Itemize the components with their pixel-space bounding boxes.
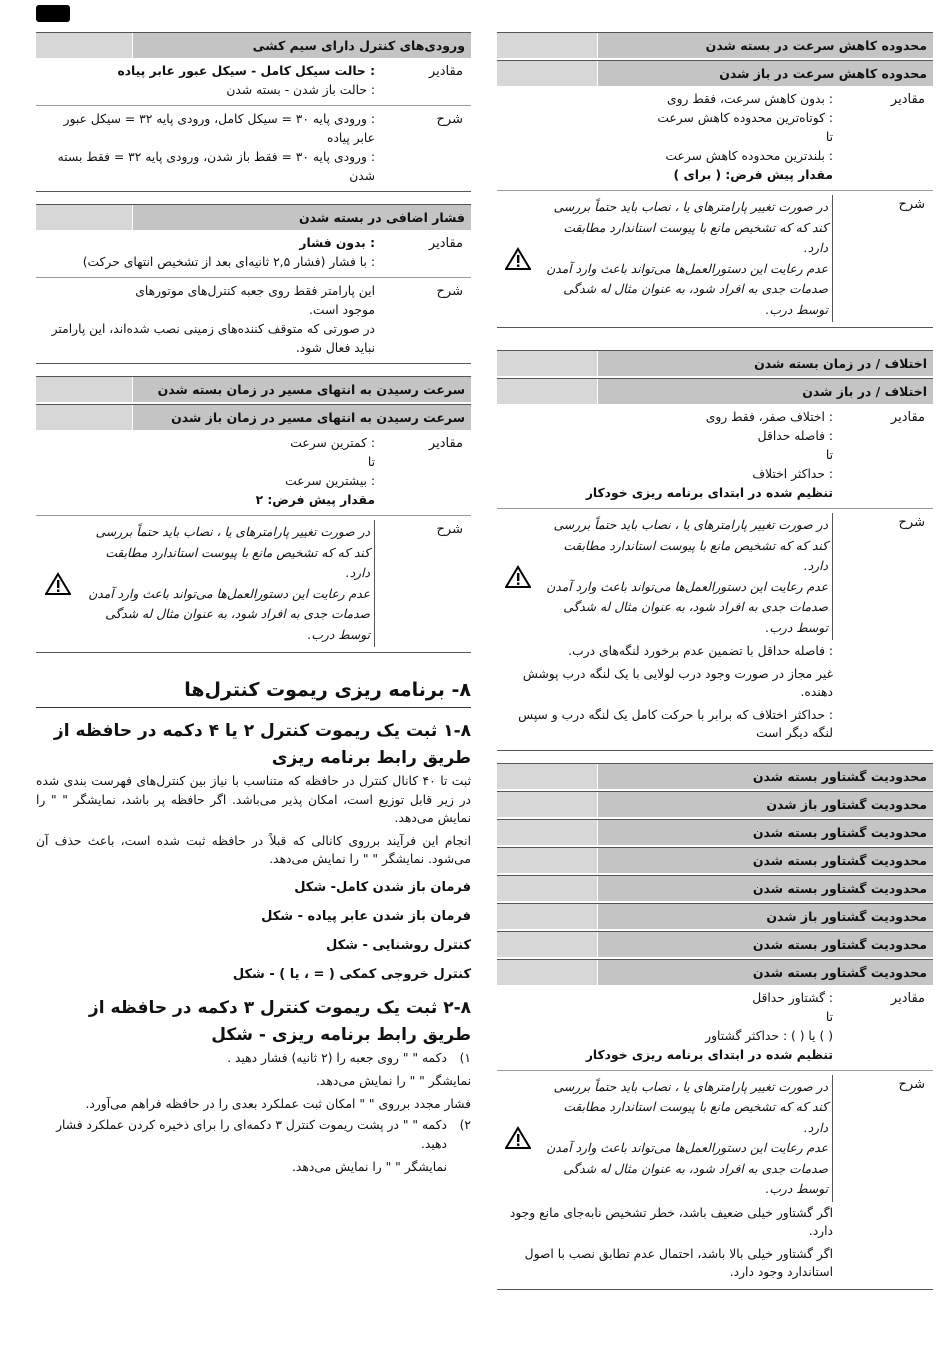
default-value: تنظیم شده در ابتدای برنامه ریزی خودکار: [585, 486, 833, 500]
description-row: [497, 1071, 933, 1290]
values-row: [36, 58, 471, 106]
param-block-wired-inputs: [36, 32, 471, 192]
values-label: مقادیر: [890, 410, 925, 425]
page-number-badge: [36, 5, 70, 22]
right-column: [497, 32, 933, 1300]
value-item: تا: [825, 130, 833, 144]
description-row: [497, 191, 933, 328]
param-header: اختلاف / در باز شدن: [497, 378, 933, 404]
param-header: محدودیت گشتاور بسته شدن: [497, 931, 933, 957]
param-header: محدودیت گشتاور بسته شدن: [497, 819, 933, 845]
step-detail: فشار مجدد برروی " " امکان ثبت عملکرد بعدی را در حافظه فراهم می‌آورد.: [85, 1096, 471, 1111]
value-item: : کمترین سرعت: [290, 436, 375, 450]
values-row: [497, 985, 933, 1071]
paragraph: ثبت تا ۴۰ کانال کنترل در حافظه که متناسب با نیاز بین کنترل‌های فهرست بندی شده در زیر قابل توزیع است، امکان پذیر می‌باشد. اگر حافظه پر باشد، نمایشگر " " را نمایش می‌دهد.: [36, 774, 471, 825]
description-text: موجود است.: [309, 303, 375, 317]
values-row: [497, 404, 933, 509]
values-label: مقادیر: [890, 92, 925, 107]
note-text: اگر گشتاور خیلی بالا باشد، احتمال عدم تطابق نصب با اصول استاندارد وجود دارد.: [524, 1246, 833, 1279]
value-item: : حالت باز شدن - بسته شدن: [226, 83, 375, 97]
command-item: فرمان باز شدن عابر پیاده - شکل: [261, 908, 471, 924]
values-row: [36, 230, 471, 278]
step-detail: نمایشگر " " را نمایش می‌دهد.: [316, 1073, 471, 1088]
param-block-offset: [497, 350, 933, 751]
param-header: محدودیت گشتاور بسته شدن: [497, 847, 933, 873]
warning-triangle-icon: [40, 520, 76, 647]
description-text: : ورودی پایه ۳۰ = سیکل کامل، ورودی پایه ۳۲ = سیکل عبور عابر پیاده: [63, 112, 375, 145]
step-detail: نمایشگر " " را نمایش می‌دهد.: [292, 1159, 447, 1174]
section-title: ۸- برنامه ریزی ریموت کنترل‌ها: [36, 679, 471, 708]
values-row: [36, 430, 471, 516]
step-item: ۱) دکمه " " روی جعبه را (۲ ثانیه) فشار دهید .: [227, 1050, 471, 1065]
value-item: تا: [825, 448, 833, 462]
command-item: کنترل روشنایی - شکل: [325, 937, 471, 953]
description-label: شرح: [436, 112, 463, 127]
default-value: مقدار پیش فرض: ( برای ): [673, 168, 833, 182]
command-item: فرمان باز شدن کامل- شکل: [294, 879, 471, 895]
description-label: شرح: [436, 522, 463, 537]
note-text: غیر مجاز در صورت وجود درب لولایی با یک لنگه درب پوشش دهنده.: [522, 666, 833, 699]
param-header: سرعت رسیدن به انتهای مسیر در زمان باز شدن: [36, 404, 471, 430]
param-header: محدودیت گشتاور باز شدن: [497, 903, 933, 929]
subsection-title: ۲-۸ ثبت یک ریموت کنترل ۳ دکمه در حافظه از طریق رابط برنامه ریزی - شکل: [88, 997, 471, 1045]
param-block-extra-push: [36, 204, 471, 364]
warning-triangle-icon: [501, 513, 534, 640]
param-header: محدودیت گشتاور بسته شدن: [497, 959, 933, 985]
value-item: تا: [367, 455, 375, 469]
subsection-title: ۱-۸ ثبت یک ریموت کنترل ۲ یا ۴ دکمه در حافظه از طریق رابط برنامه ریزی: [53, 721, 471, 768]
step-item: ۲) دکمه " " در پشت ریموت کنترل ۳ دکمه‌ای را برای ذخیره کردن عملکرد فشار دهید.: [56, 1117, 471, 1151]
param-header: اختلاف / در زمان بسته شدن: [497, 350, 933, 376]
warning-box: در صورت تغییر پارامترهای یا ، نصاب باید حتماً بررسی کند که که تشخیص مانع با پیوست استاندارد مطابقت دارد. عدم رعایت این دستورالعمل‌ها می‌تواند باعث وارد آمدن صدمات جدی به افراد شود، به عنوان مثال له شدگی توسط درب.: [501, 513, 833, 640]
default-value: مقدار پیش فرض: ۲: [255, 493, 375, 507]
value-item: : بدون فشار: [299, 236, 375, 250]
param-header: محدودیت گشتاور باز شدن: [497, 791, 933, 817]
warning-box: در صورت تغییر پارامترهای یا ، نصاب باید حتماً بررسی کند که که تشخیص مانع با پیوست استاندارد مطابقت دارد. عدم رعایت این دستورالعمل‌ها می‌تواند باعث وارد آمدن صدمات جدی به افراد شود، به عنوان مثال له شدگی توسط درب.: [501, 1075, 833, 1202]
description-row: [36, 516, 471, 653]
note-text: : فاصله حداقل با تضمین عدم برخورد لنگه‌های درب.: [568, 644, 833, 658]
value-item: : بلندترین محدوده کاهش سرعت: [665, 149, 833, 163]
value-item: : کوتاه‌ترین محدوده کاهش سرعت: [657, 111, 833, 125]
warning-box: در صورت تغییر پارامترهای یا ، نصاب باید حتماً بررسی کند که که تشخیص مانع با پیوست استاندارد مطابقت دارد. عدم رعایت این دستورالعمل‌ها می‌تواند باعث وارد آمدن صدمات جدی به افراد شود، به عنوان مثال له شدگی توسط درب.: [40, 520, 375, 647]
warning-triangle-icon: [501, 195, 534, 322]
value-item: : حداکثر اختلاف: [752, 467, 833, 481]
default-value: تنظیم شده در ابتدای برنامه ریزی خودکار: [585, 1047, 833, 1062]
param-header: محدودیت گشتاور بسته شدن: [497, 875, 933, 901]
values-label: مقادیر: [428, 236, 463, 251]
param-header: ورودی‌های کنترل دارای سیم کشی: [36, 32, 471, 58]
description-text: این پارامتر فقط روی جعبه کنترل‌های موتورهای: [135, 284, 375, 298]
param-header: محدوده کاهش سرعت در باز شدن: [497, 60, 933, 86]
description-label: شرح: [898, 197, 925, 212]
value-item: : بیشترین سرعت: [285, 474, 375, 488]
note-text: : حداکثر اختلاف که برابر با حرکت کامل یک لنگه درب و سپس لنگه دیگر است: [518, 707, 833, 740]
param-block-end-speed: [36, 376, 471, 653]
warning-box: در صورت تغییر پارامترهای یا ، نصاب باید حتماً بررسی کند که که تشخیص مانع با پیوست استاندارد مطابقت دارد. عدم رعایت این دستورالعمل‌ها می‌تواند باعث وارد آمدن صدمات جدی به افراد شود، به عنوان مثال له شدگی توسط درب.: [501, 195, 833, 322]
values-row: [497, 86, 933, 191]
param-header: فشار اضافی در بسته شدن: [36, 204, 471, 230]
param-block-slowdown: [497, 32, 933, 328]
note-text: اگر گشتاور خیلی ضعیف باشد، خطر تشخیص نابه‌جای مانع وجود دارد.: [509, 1205, 833, 1238]
description-label: شرح: [436, 284, 463, 299]
paragraph: انجام این فرآیند برروی کانالی که قبلاً در حافظه ثبت شده است، باعث حذف آن می‌شود. نمایشگر " " را نمایش می‌دهد.: [36, 833, 471, 866]
warning-triangle-icon: [501, 1075, 534, 1202]
remote-programming-section: [36, 679, 471, 1177]
param-header: محدودیت گشتاور بسته شدن: [497, 763, 933, 789]
param-header: محدوده کاهش سرعت در بسته شدن: [497, 32, 933, 58]
values-label: مقادیر: [890, 990, 925, 1006]
value-item: : اختلاف صفر، فقط روی: [705, 410, 833, 424]
value-item: : بدون کاهش سرعت، فقط روی: [666, 92, 833, 106]
description-row: [497, 509, 933, 751]
param-header: سرعت رسیدن به انتهای مسیر در زمان بسته شدن: [36, 376, 471, 402]
values-label: مقادیر: [428, 64, 463, 79]
value-item: ( ) یا ( ) : حداکثر گشتاور: [705, 1028, 833, 1043]
value-item: تا: [825, 1009, 833, 1024]
left-column: [36, 32, 471, 1177]
description-text: : ورودی پایه ۳۰ = فقط باز شدن، ورودی پایه ۳۲ = فقط بسته شدن: [57, 150, 375, 183]
description-row: [36, 278, 471, 364]
command-item: کنترل خروجی کمکی ( = ، یا ) - شکل: [232, 966, 471, 982]
value-item: : فاصله حداقل: [757, 429, 833, 443]
value-item: : حالت سیکل کامل - سیکل عبور عابر پیاده: [117, 64, 375, 78]
description-text: در صورتی که متوقف کننده‌های زمینی نصب شده‌اند، این پارامتر نباید فعال شود.: [51, 322, 375, 355]
value-item: : با فشار (فشار ۲,۵ ثانیه‌ای بعد از تشخیص انتهای حرکت): [82, 255, 375, 269]
description-label: شرح: [898, 1076, 925, 1092]
description-label: شرح: [898, 515, 925, 530]
description-row: [36, 106, 471, 192]
values-label: مقادیر: [428, 436, 463, 451]
value-item: : گشتاور حداقل: [752, 990, 833, 1005]
param-block-torque: [497, 763, 933, 1290]
